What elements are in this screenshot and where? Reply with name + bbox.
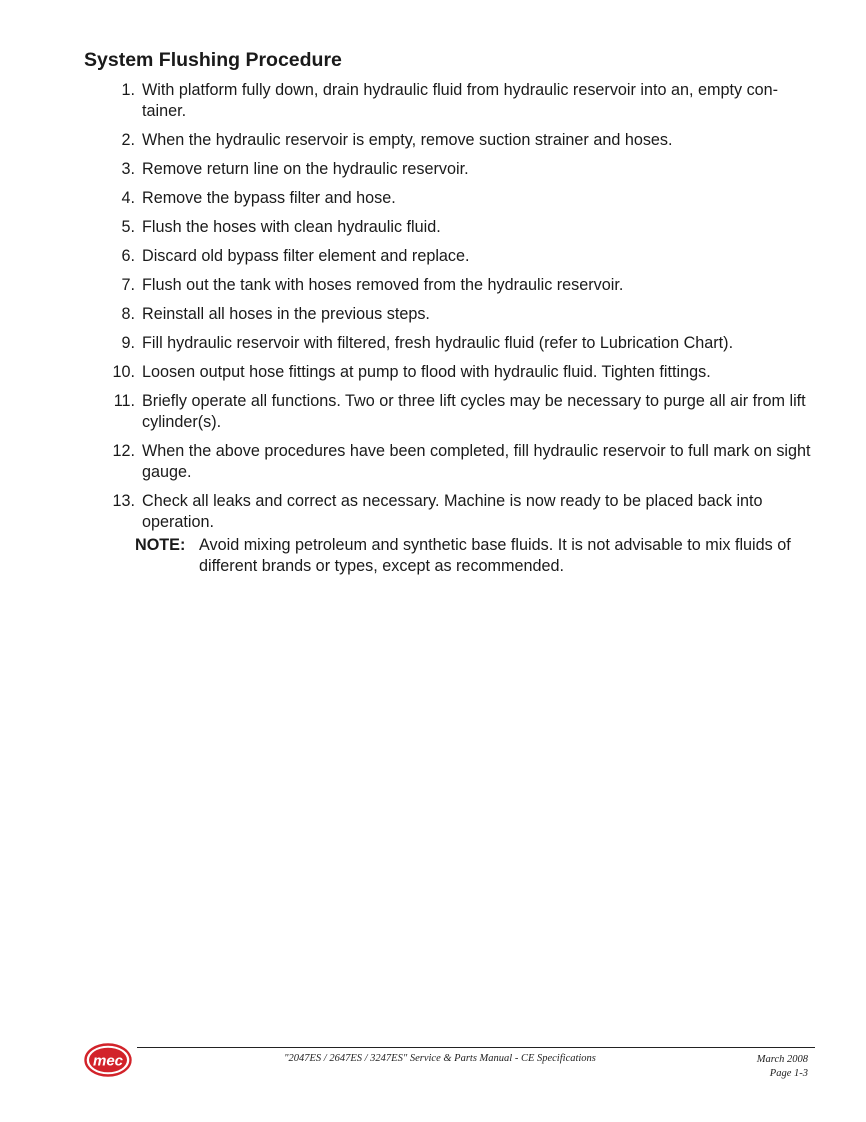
step-number: 8.	[121, 305, 135, 323]
procedure-step	[100, 188, 812, 209]
step-number: 13.	[112, 492, 135, 510]
step-text: Reinstall all hoses in the previous steps.	[142, 305, 430, 323]
note-text: Avoid mixing petroleum and synthetic base fluids. It is not advisable to mix fluids of different brands or types, except as recommended.	[199, 536, 791, 575]
procedure-step	[100, 130, 812, 151]
logo-text: mec	[92, 1052, 124, 1070]
step-text: Check all leaks and correct as necessary. Machine is now ready to be placed back into operation.	[142, 492, 763, 531]
step-text: Fill hydraulic reservoir with filtered, fresh hydraulic fluid (refer to Lubrication Chart).	[142, 334, 734, 352]
page-number: Page 1-3	[769, 1068, 808, 1079]
procedure-step	[100, 217, 812, 238]
step-text: Remove the bypass filter and hose.	[142, 189, 396, 207]
footer-date: March 2008	[756, 1054, 808, 1065]
step-number: 2.	[121, 131, 135, 149]
step-number: 1.	[121, 81, 135, 99]
step-text: Loosen output hose fittings at pump to flood with hydraulic fluid. Tighten fittings.	[142, 363, 711, 381]
step-number: 4.	[121, 189, 135, 207]
procedure-step	[100, 491, 812, 533]
step-text: Briefly operate all functions. Two or three lift cycles may be necessary to purge all air from lift cylinder(s).	[142, 392, 806, 431]
note-label: NOTE:	[135, 536, 186, 554]
procedure-step	[100, 275, 812, 296]
step-number: 6.	[121, 247, 135, 265]
step-number: 10.	[112, 363, 135, 381]
procedure-step	[100, 246, 812, 267]
procedure-step	[100, 391, 812, 433]
section-title: System Flushing Procedure	[84, 49, 342, 71]
step-text: Flush out the tank with hoses removed from the hydraulic reservoir.	[142, 276, 624, 294]
procedure-step	[100, 362, 812, 383]
footer-right	[757, 1053, 808, 1081]
step-number: 9.	[121, 334, 135, 352]
procedure-step	[100, 304, 812, 325]
step-number: 7.	[121, 276, 135, 294]
procedure-steps	[100, 80, 812, 577]
step-text: When the above procedures have been completed, fill hydraulic reservoir to full mark on sight gauge.	[142, 442, 811, 481]
step-text: Remove return line on the hydraulic reservoir.	[142, 160, 469, 178]
footer-divider	[137, 1047, 815, 1048]
step-text: Flush the hoses with clean hydraulic fluid.	[142, 218, 441, 236]
step-text: Discard old bypass filter element and replace.	[142, 247, 470, 265]
step-text: When the hydraulic reservoir is empty, remove suction strainer and hoses.	[142, 131, 673, 149]
note	[135, 535, 812, 577]
procedure-step	[100, 333, 812, 354]
procedure-step	[100, 159, 812, 180]
procedure-step	[100, 80, 812, 122]
step-number: 11.	[113, 392, 135, 410]
mec-logo	[84, 1043, 132, 1077]
step-number: 3.	[121, 160, 135, 178]
procedure-step	[100, 441, 812, 483]
manual-title: "2047ES / 2647ES / 3247ES" Service & Parts Manual - CE Specifications	[284, 1053, 596, 1064]
step-text: With platform fully down, drain hydraulic fluid from hydraulic reservoir into an, empty con- tainer.	[142, 81, 779, 120]
step-number: 5.	[121, 218, 135, 236]
step-number: 12.	[112, 442, 135, 460]
